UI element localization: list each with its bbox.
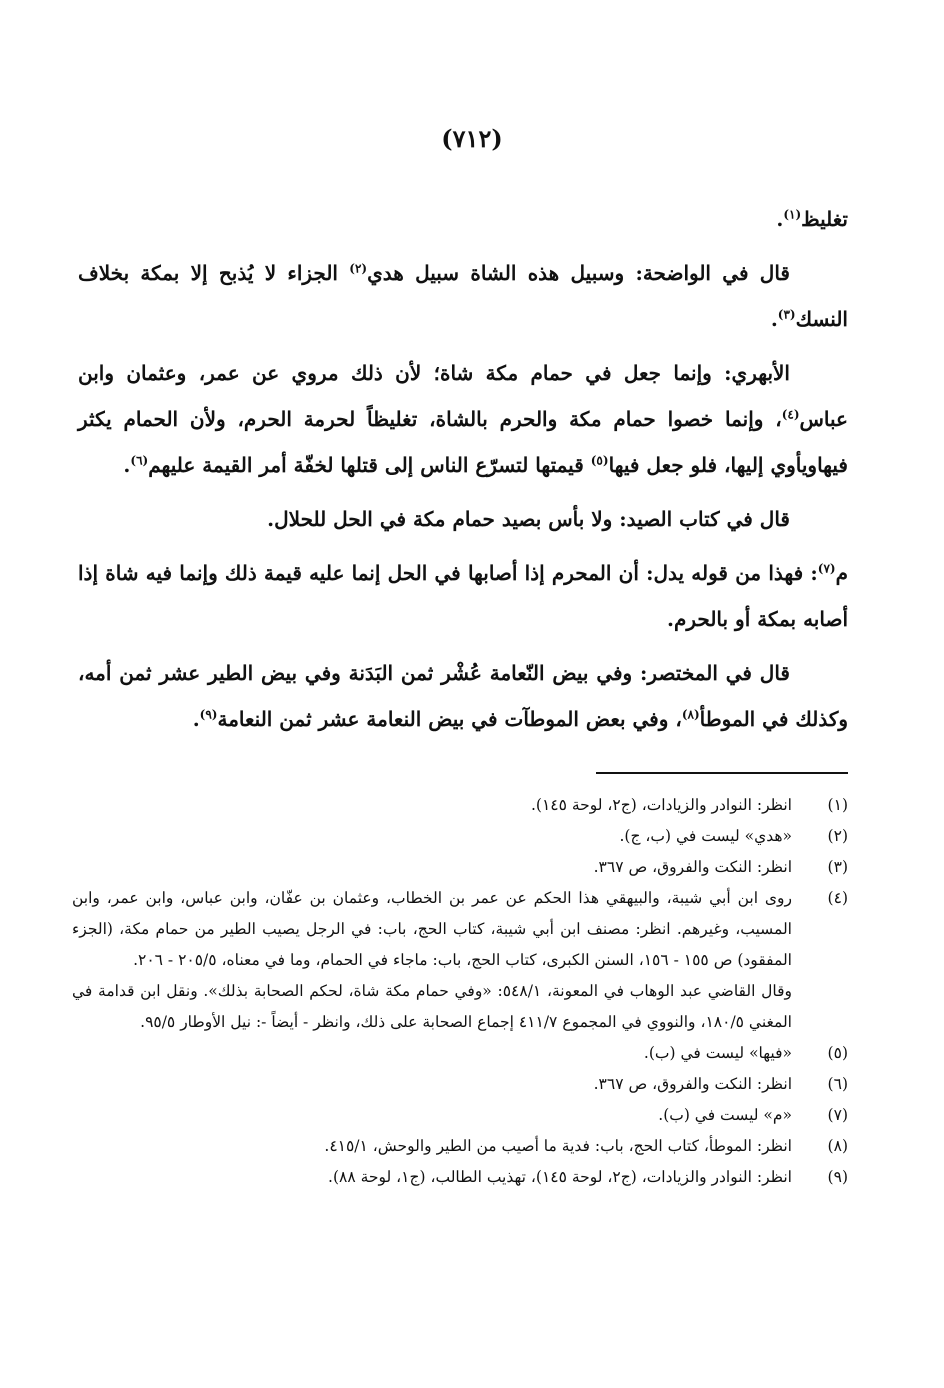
footnote-1 (72, 790, 848, 821)
footnote-number: (٥) (827, 1044, 848, 1062)
footnote-text: روى ابن أبي شيبة، والبيهقي هذا الحكم عن عمر بن الخطاب، وعثمان بن عفّان، وابن عباس، وابن عمر، وابن المسيب، وغيرهم. انظر: مصنف ابن أبي شيبة، كتاب الحج، باب: في الرجل يصيب الطير من حمام مكة، (الجزء المفقود) ص ١٥٥ - ١٥٦، السنن الكبرى، كتاب الحج، باب: ماجاء في الحمام، وما في معناه، ٢٠٥/٥ - ٢٠٦. (72, 889, 792, 969)
footnote-number: (٣) (827, 858, 848, 876)
paragraph-2: قال في الواضحة: وسبيل هذه الشاة سبيل هدي$^{(٢)}$ الجزاء لا يُذبح إلا بمكة بخلاف النسك$^{(٣)}$. (78, 261, 848, 331)
page-number: (٧١٢) (441, 124, 503, 153)
footnote-7 (72, 1100, 848, 1131)
footnote-number: (٩) (827, 1168, 848, 1186)
footnote-ref[interactable]: (٤) (781, 407, 800, 422)
footnote-number: (٤) (827, 889, 848, 907)
paragraph-5: م$^{(٧)}$: فهذا من قوله يدل: أن المحرم إذا أصابها في الحل إنما عليه قيمة ذلك وإنما فيه شاة إذا أصابه بمكة أو بالحرم. (78, 561, 848, 631)
footnote-text: انظر: النوادر والزيادات، (ج٢، لوحة ١٤٥)، تهذيب الطالب، (ج١، لوحة ٨٨). (328, 1168, 792, 1186)
footnote-text: انظر: النوادر والزيادات، (ج٢، لوحة ١٤٥). (530, 796, 792, 814)
footnote-ref[interactable]: (٢) (349, 261, 368, 276)
footnote-2 (72, 821, 848, 852)
footnote-text: انظر: النكت والفروق، ص ٣٦٧. (593, 1075, 792, 1093)
footnote-text: انظر: الموطأ، كتاب الحج، باب: فدية ما أصيب من الطير والوحش، ٤١٥/١. (324, 1137, 792, 1155)
footnote-ref[interactable]: (٦) (130, 453, 149, 468)
footnote-8 (72, 1131, 848, 1162)
footnote-ref[interactable]: (١) (783, 207, 802, 222)
footnote-6 (72, 1069, 848, 1100)
footnote-text: انظر: النكت والفروق، ص ٣٦٧. (593, 858, 792, 876)
footnote-9 (72, 1162, 848, 1193)
footnote-text-continued: وقال القاضي عبد الوهاب في المعونة، ٥٤٨/١: «وفي حمام مكة شاة، لحكم الصحابة بذلك». ونقل ابن قدامة في المغني ١٨٠/٥، والنووي في المجموع ٤١١/٧ إجماع الصحابة على ذلك، وانظر - أيضاً -: نيل الأوطار ٩٥/٥. (72, 982, 792, 1031)
footnote-ref[interactable]: (٨) (681, 707, 700, 722)
paragraph-3: الأبهري: وإنما جعل في حمام مكة شاة؛ لأن ذلك مروي عن عمر، وعثمان وابن عباس$^{(٤)}$، وإنما خصوا حمام مكة والحرم بالشاة، تغليظاً لحرمة الحرم، ولأن الحمام يكثر فيهاويأوي إليها، فلو جعل فيها$^{(٥)}$ قيمتها لتسرّع الناس إلى قتلها لخفّة أمر القيمة عليهم$^{(٦)}$. (78, 361, 848, 477)
footnote-ref[interactable]: (٥) (590, 453, 609, 468)
footnote-4 (72, 883, 848, 1038)
footnote-ref[interactable]: (٧) (817, 561, 836, 576)
footnote-number: (٢) (827, 827, 848, 845)
footnote-ref[interactable]: (٣) (777, 307, 796, 322)
footnote-number: (٧) (827, 1106, 848, 1124)
footnote-ref[interactable]: (٩) (199, 707, 218, 722)
paragraph-1: تغليظ$^{(١)}$. (776, 207, 848, 231)
footnote-5 (72, 1038, 848, 1069)
footnote-text: «فيها» ليست في (ب). (643, 1044, 792, 1062)
footnote-3 (72, 852, 848, 883)
footnote-number: (٨) (827, 1137, 848, 1155)
footnote-number: (٦) (827, 1075, 848, 1093)
paragraph-4: قال في كتاب الصيد: ولا بأس بصيد حمام مكة في الحل للحلال. (267, 507, 790, 531)
footnote-number: (١) (827, 796, 848, 814)
paragraph-6: قال في المختصر: وفي بيض النّعامة عُشْر ثمن البَدَنة وفي بيض الطير عشر ثمن أمه، وكذلك في الموطأ$^{(٨)}$، وفي بعض الموطآت في بيض النعامة عشر ثمن النعامة$^{(٩)}$. (78, 661, 848, 731)
footnote-divider (596, 772, 848, 774)
footnotes (72, 790, 848, 1193)
footnote-text: «م» ليست في (ب). (658, 1106, 792, 1124)
footnote-text: «هدي» ليست في (ب، ج). (619, 827, 792, 845)
main-text (78, 196, 848, 750)
